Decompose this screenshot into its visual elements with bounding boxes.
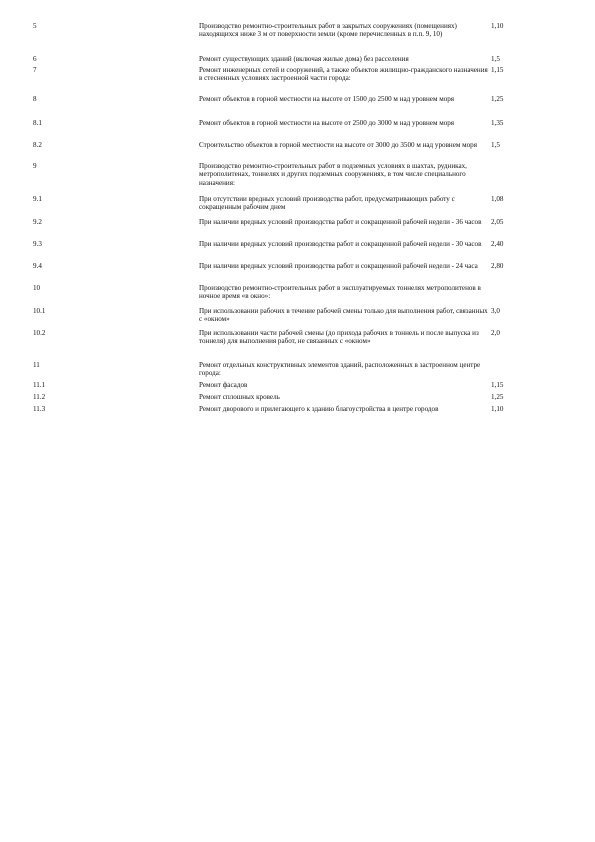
row-description: При наличии вредных условий производства работ и сокращенной рабочей недели - 24 часа [199, 262, 478, 270]
row-number: 6 [33, 55, 37, 63]
row-description: Ремонт отдельных конструктивных элементов зданий, расположенных в застроенном центре города: [199, 361, 481, 378]
row-number: 11 [33, 361, 40, 369]
row-number: 8 [33, 95, 37, 103]
row-description: Производство ремонтно-строительных работ в эксплуатируемых тоннелях метрополитенов в ночное время «в окно»: [199, 284, 481, 301]
coefficients-table [33, 22, 533, 425]
table-row [33, 55, 533, 66]
row-description: Ремонт дворового и прилегающего к зданию благоустройства в центре городов [199, 405, 439, 413]
table-row [33, 307, 533, 329]
row-number: 9.2 [33, 218, 42, 226]
row-coefficient: 1,25 [491, 95, 504, 103]
table-row [33, 361, 533, 381]
table-row [33, 262, 533, 284]
table-row [33, 119, 533, 141]
row-coefficient: 1,10 [491, 22, 504, 30]
row-number: 8.1 [33, 119, 42, 127]
row-coefficient: 1,5 [491, 55, 500, 63]
row-coefficient: 1,10 [491, 405, 504, 413]
row-number: 8.2 [33, 141, 42, 149]
row-description: Ремонт объектов в горной местности на высоте от 2500 до 3000 м над уровнем моря [199, 119, 455, 127]
row-coefficient: 1,15 [491, 381, 504, 389]
table-row [33, 22, 533, 55]
row-coefficient: 1,25 [491, 393, 504, 401]
table-row [33, 141, 533, 162]
row-number: 10 [33, 284, 41, 292]
row-description: При наличии вредных условий производства работ и сокращенной рабочей недели - 36 часов [199, 218, 482, 226]
row-coefficient: 1,15 [491, 66, 504, 74]
row-description: Производство ремонтно-строительных работ в подземных условиях в шахтах, рудниках, метрополитенах, тоннелях и других подземных сооружениях, в том числе специального назначения: [199, 162, 467, 187]
row-number: 9.4 [33, 262, 42, 270]
row-number: 9.1 [33, 195, 42, 203]
row-number: 10.2 [33, 329, 46, 337]
table-row [33, 284, 533, 307]
table-row [33, 381, 533, 393]
row-number: 11.1 [33, 381, 46, 389]
row-coefficient: 1,08 [491, 195, 504, 203]
row-description: При отсутствии вредных условий производства работ, предусматривающих работу с сокращенным рабочим днем [199, 195, 455, 212]
row-number: 11.2 [33, 393, 46, 401]
row-number: 9.3 [33, 240, 42, 248]
row-coefficient: 2,05 [491, 218, 504, 226]
row-description: Ремонт существующих зданий (включая жилые дома) без расселения [199, 55, 409, 63]
row-coefficient: 2,40 [491, 240, 504, 248]
row-number: 10.1 [33, 307, 46, 315]
table-row [33, 405, 533, 425]
row-number: 5 [33, 22, 37, 30]
row-description: При наличии вредных условий производства работ и сокращенной рабочей недели - 30 часов [199, 240, 482, 248]
row-coefficient: 1,35 [491, 119, 504, 127]
table-row [33, 329, 533, 361]
row-description: Ремонт фасадов [199, 381, 248, 389]
row-description: При использовании части рабочей смены (до прихода рабочих в тоннель и после выпуска из тоннеля) для выполнения работ, не связанных с «окном» [199, 329, 479, 346]
table-row [33, 218, 533, 240]
table-row [33, 393, 533, 405]
row-description: Строительство объектов в горной местности на высоте от 3000 до 3500 м над уровнем моря [199, 141, 477, 149]
table-row [33, 66, 533, 95]
table-row [33, 162, 533, 195]
table-row [33, 195, 533, 218]
row-number: 9 [33, 162, 37, 170]
row-number: 7 [33, 66, 37, 74]
table-row [33, 95, 533, 119]
row-coefficient: 2,80 [491, 262, 504, 270]
row-description: Ремонт объектов в горной местности на высоте от 1500 до 2500 м над уровнем моря [199, 95, 455, 103]
row-coefficient: 1,5 [491, 141, 500, 149]
row-number: 11.3 [33, 405, 46, 413]
row-description: Ремонт сплошных кровель [199, 393, 280, 401]
row-coefficient: 3,0 [491, 307, 500, 315]
table-row [33, 240, 533, 262]
row-coefficient: 2,0 [491, 329, 500, 337]
row-description: Ремонт инженерных сетей и сооружений, а также объектов жилищно-гражданского назначения в стесненных условиях застроенной части города: [199, 66, 488, 83]
row-description: Производство ремонтно-строительных работ в закрытых сооружениях (помещениях) находящихся ниже 3 м от поверхности земли (кроме перечисленных в п.п. 9, 10) [199, 22, 457, 39]
row-description: При использовании рабочих в течение рабочей смены только для выполнения работ, связанных с «окном» [199, 307, 488, 324]
